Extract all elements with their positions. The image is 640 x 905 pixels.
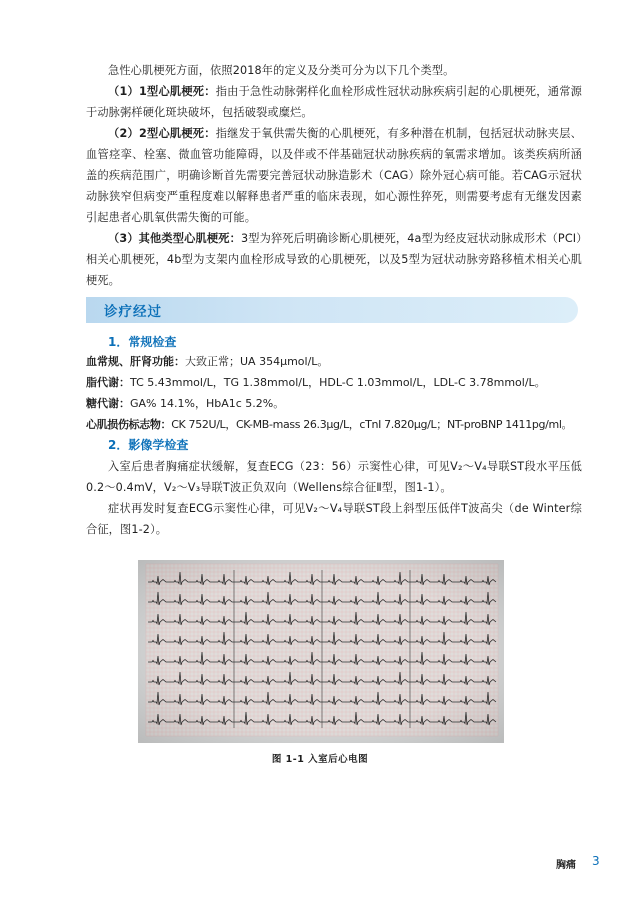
lab-line-blood bbox=[86, 353, 582, 371]
figure-caption: 图 1-1 入室后心电图 bbox=[271, 754, 369, 765]
type2-label: （2）2型心肌梗死： bbox=[108, 127, 216, 140]
ecg-image bbox=[138, 560, 504, 743]
lab-label: 血常规、肝肾功能： bbox=[86, 355, 185, 368]
ecg-figure bbox=[138, 560, 504, 743]
lab-label: 糖代谢： bbox=[86, 397, 130, 410]
type1-text: 指由于急性动脉粥样化血栓形成性冠状动脉疾病引起的心肌梗死，通常源于动脉粥样硬化斑块破坏，包括破裂或糜烂。 bbox=[86, 85, 582, 119]
imaging-paragraph-1: 入室后患者胸痛症状缓解，复查ECG（23：56）示窦性心律，可见V₂～V₄导联ST段水平压低0.2～0.4mV，V₂～V₃导联T波正负双向（Wellens综合征Ⅱ型，图1-1）。 bbox=[86, 460, 582, 494]
lab-line-glucose bbox=[86, 395, 582, 413]
type3-paragraph bbox=[86, 228, 582, 291]
lab-value: CK 752U/L，CK-MB-mass 26.3μg/L，cTnI 7.820μg/L；NT-proBNP 1411pg/ml。 bbox=[171, 418, 573, 431]
intro-paragraph bbox=[86, 60, 582, 81]
subheading-routine-exam: 1．常规检查 bbox=[108, 335, 177, 349]
imaging-paragraph-2: 症状再发时复查ECG示窦性心律，可见V₂～V₄导联ST段上斜型压低伴T波高尖（de Winter综合征，图1-2）。 bbox=[86, 502, 582, 536]
type2-paragraph bbox=[86, 123, 582, 228]
type3-label: （3）其他类型心肌梗死： bbox=[108, 232, 241, 245]
lab-label: 心肌损伤标志物： bbox=[86, 418, 172, 431]
lab-value: TC 5.43mmol/L，TG 1.38mmol/L，HDL-C 1.03mmol/L，LDL-C 3.78mmol/L。 bbox=[130, 376, 546, 389]
lab-value: GA% 14.1%，HbA1c 5.2%。 bbox=[130, 397, 285, 410]
type2-text: 指继发于氧供需失衡的心肌梗死，有多种潜在机制，包括冠状动脉夹层、血管痉挛、栓塞、微血管功能障碍，以及伴或不伴基础冠状动脉疾病的氧需求增加。该类疾病所涵盖的疾病范围广，明确诊断首先需要完善冠状动脉造影术（CAG）除外冠心病可能。若CAG示冠状动脉狭窄但病变严重程度难以解释患者严重的临床表现，如心源性猝死，则需要考虑有无继发因素引起患者心肌氧供需失衡的可能。 bbox=[86, 127, 582, 224]
type1-paragraph bbox=[86, 81, 582, 123]
intro-text: 急性心肌梗死方面，依照2018年的定义及分类可分为以下几个类型。 bbox=[108, 64, 455, 77]
type1-label: （1）1型心肌梗死： bbox=[108, 85, 216, 98]
footer-chapter-label: 胸痛 bbox=[556, 860, 576, 871]
section-header bbox=[86, 297, 578, 323]
type3-text: 3型为猝死后明确诊断心肌梗死，4a型为经皮冠状动脉成形术（PCI）相关心肌梗死，4b型为支架内血栓形成导致的心肌梗死，以及5型为冠状动脉旁路移植术相关心肌梗死。 bbox=[86, 232, 582, 287]
lab-line-lipid bbox=[86, 374, 582, 392]
subheading-imaging-exam: 2．影像学检查 bbox=[108, 438, 189, 452]
section-title: 诊疗经过 bbox=[104, 304, 162, 320]
page-number: 3 bbox=[592, 854, 600, 868]
lab-line-cardiac bbox=[86, 416, 582, 434]
lab-label: 脂代谢： bbox=[86, 376, 130, 389]
lab-value: 大致正常；UA 354μmol/L。 bbox=[185, 355, 329, 368]
